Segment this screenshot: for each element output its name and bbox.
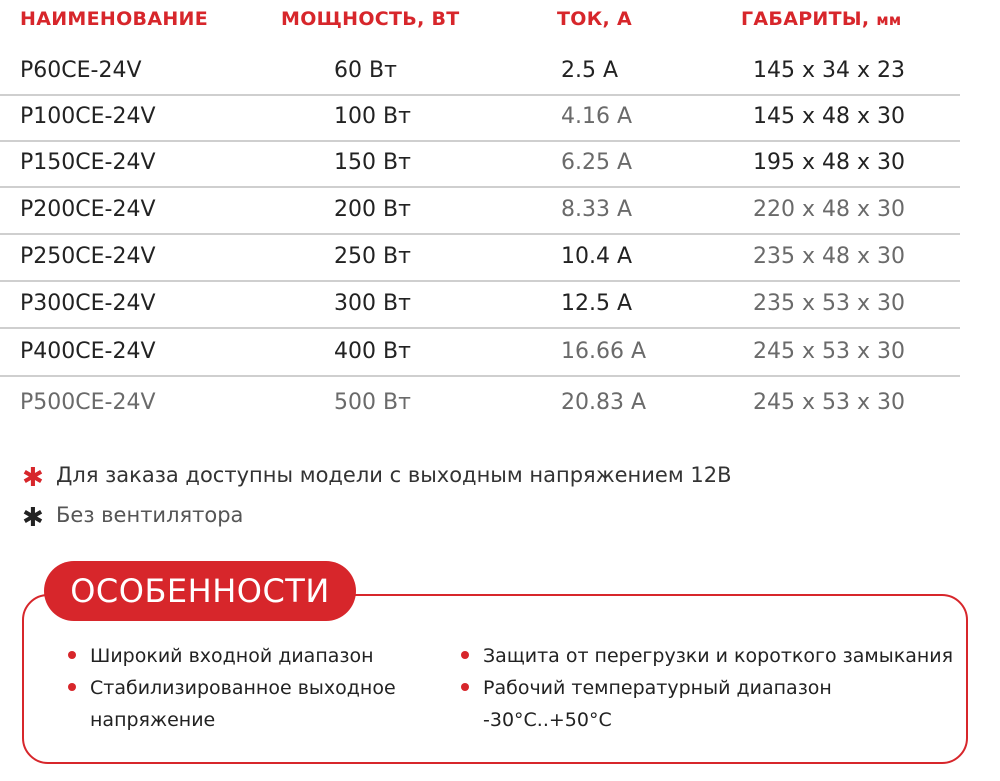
note-fanless-text: Без вентилятора [56, 503, 244, 527]
header-power: МОЩНОСТЬ, ВТ [281, 8, 460, 30]
row-current: 16.66 A [561, 339, 647, 364]
row-power: 200 Вт [334, 197, 411, 222]
table-row [0, 140, 960, 188]
table-row [0, 281, 960, 329]
row-name: P500CE-24V [20, 390, 156, 415]
table-header [0, 8, 960, 40]
row-dims: 195 x 48 x 30 [753, 150, 905, 175]
row-current: 6.25 A [561, 150, 633, 175]
feature-item-continuation: -30°C..+50°C [483, 709, 612, 731]
features-right [461, 640, 953, 736]
asterisk-red-icon: ✱ [22, 463, 44, 493]
row-name: P250CE-24V [20, 244, 156, 269]
feature-item: Рабочий температурный диапазон [461, 672, 953, 704]
note-12v [22, 463, 731, 493]
row-name: P300CE-24V [20, 291, 156, 316]
row-power: 500 Вт [334, 390, 411, 415]
feature-item: Широкий входной диапазон [68, 640, 396, 672]
row-dims: 235 x 48 x 30 [753, 244, 905, 269]
bullet-icon [461, 651, 469, 659]
row-current: 12.5 A [561, 291, 633, 316]
row-power: 60 Вт [334, 58, 397, 83]
row-dims: 235 x 53 x 30 [753, 291, 905, 316]
row-dims: 145 x 34 x 23 [753, 58, 905, 83]
row-name: P150CE-24V [20, 150, 156, 175]
feature-item: Стабилизированное выходное [68, 672, 396, 704]
row-current: 10.4 A [561, 244, 633, 269]
bullet-icon [68, 651, 76, 659]
table-row [0, 94, 960, 142]
row-power: 400 Вт [334, 339, 411, 364]
row-name: P400CE-24V [20, 339, 156, 364]
row-power: 150 Вт [334, 150, 411, 175]
header-dims: ГАБАРИТЫ, мм [741, 8, 902, 30]
row-power: 250 Вт [334, 244, 411, 269]
row-dims: 245 x 53 x 30 [753, 390, 905, 415]
row-current: 2.5 A [561, 58, 619, 83]
row-name: P60CE-24V [20, 58, 142, 83]
row-power: 300 Вт [334, 291, 411, 316]
row-name: P200CE-24V [20, 197, 156, 222]
row-current: 20.83 A [561, 390, 647, 415]
row-current: 4.16 A [561, 104, 633, 129]
table-row [0, 329, 960, 377]
row-current: 8.33 A [561, 197, 633, 222]
table-row [0, 187, 960, 235]
note-fanless [22, 503, 243, 533]
features-left [68, 640, 396, 736]
table-row [0, 48, 960, 96]
features-title: ОСОБЕННОСТИ [44, 561, 356, 621]
asterisk-dark-icon: ✱ [22, 503, 44, 533]
row-power: 100 Вт [334, 104, 411, 129]
row-dims: 245 x 53 x 30 [753, 339, 905, 364]
table-row [0, 380, 960, 426]
row-dims: 145 x 48 x 30 [753, 104, 905, 129]
feature-item: Защита от перегрузки и короткого замыкания [461, 640, 953, 672]
feature-item-continuation: напряжение [90, 709, 216, 731]
bullet-icon [68, 683, 76, 691]
row-name: P100CE-24V [20, 104, 156, 129]
row-dims: 220 x 48 x 30 [753, 197, 905, 222]
header-current: ТОК, А [557, 8, 632, 30]
header-name: НАИМЕНОВАНИЕ [20, 8, 209, 30]
note-12v-text: Для заказа доступны модели с выходным напряжением 12В [56, 463, 732, 487]
table-row [0, 234, 960, 282]
bullet-icon [461, 683, 469, 691]
